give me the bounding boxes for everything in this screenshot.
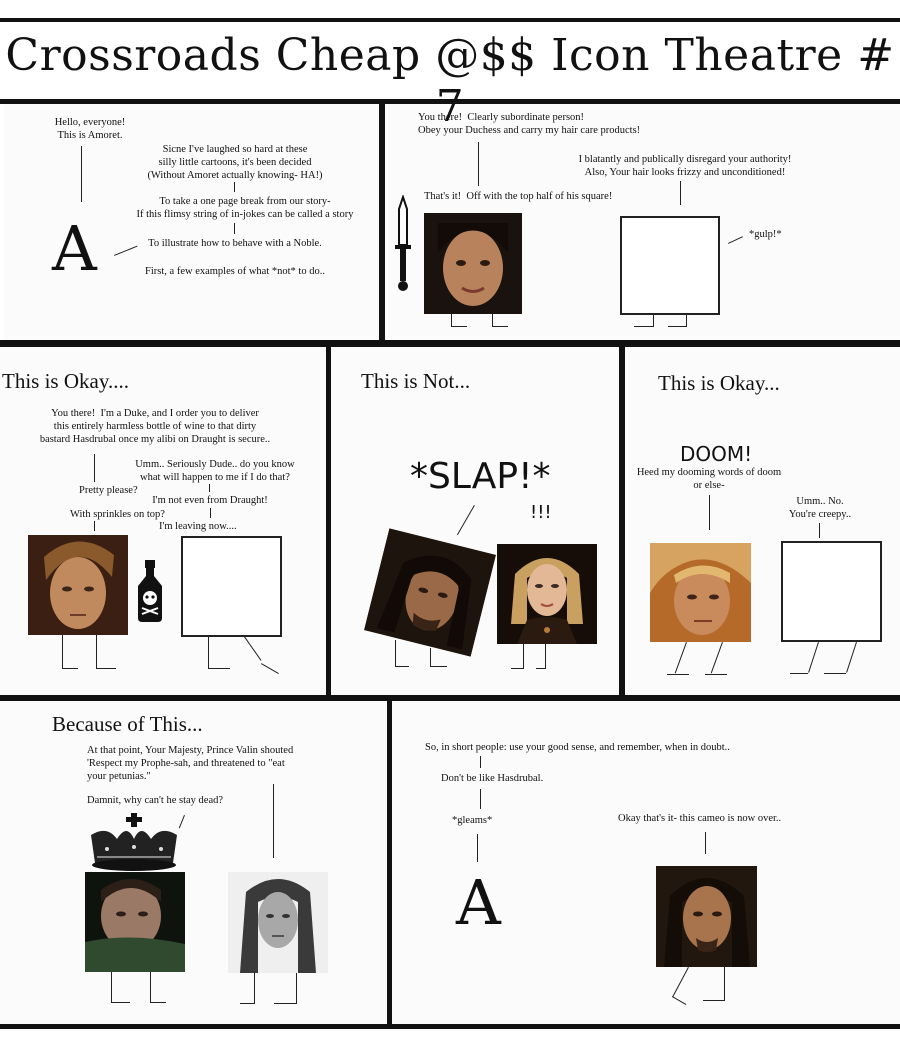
panel-heading: This is Not... <box>361 369 471 393</box>
foot <box>150 1002 166 1003</box>
foot <box>96 668 116 669</box>
panel-heading: Because of This... <box>52 712 203 736</box>
narration-text: So, in short people: use your good sense, and remember, when in doubt.. <box>425 742 730 753</box>
foot <box>511 668 524 669</box>
bottom-border <box>0 1024 900 1029</box>
top-border <box>0 18 900 22</box>
foot <box>274 1003 297 1004</box>
square-speech: I'm leaving now.... <box>159 521 237 532</box>
foot <box>703 1000 725 1001</box>
divider <box>387 698 392 1028</box>
leg <box>254 973 255 1003</box>
divider <box>0 695 900 701</box>
duke-speech: You there! I'm a Duke, and I order you to deliver this entirely harmless bottle of wine to that dirty bastard Hasdrubal once my alibi on Draught is secure.. <box>39 408 271 445</box>
speech-line <box>480 789 481 809</box>
speech-line <box>210 508 211 518</box>
speech-line <box>680 181 681 205</box>
page-title: Crossroads Cheap @$$ Icon Theatre # 7 <box>5 30 895 132</box>
speech-line <box>819 523 820 538</box>
amoret-letter-icon: A <box>52 212 97 285</box>
foot <box>62 668 78 669</box>
leg <box>430 648 431 666</box>
foot <box>667 674 689 675</box>
leg <box>686 315 687 326</box>
slap-text: *SLAP!* <box>410 456 551 497</box>
leg <box>492 314 493 326</box>
foot <box>492 326 508 327</box>
narration-text: To illustrate how to behave with a Noble. <box>148 238 322 249</box>
foot <box>824 673 846 674</box>
square-speech: I blatantly and publically disregard your authority! Also, Your hair looks frizzy and unconditioned! <box>578 154 792 178</box>
bw-man-photo <box>228 872 328 973</box>
duchess-speech: That's it! Off with the top half of his square! <box>424 191 613 202</box>
lady-photo <box>497 544 597 644</box>
square-character <box>620 216 720 315</box>
leg <box>523 644 524 668</box>
foot <box>451 326 467 327</box>
poison-bottle-icon <box>134 560 166 622</box>
shock-text: !!! <box>530 502 552 523</box>
panel-heading: This is Okay.... <box>2 369 129 393</box>
divider <box>0 340 900 347</box>
foot <box>536 668 546 669</box>
leg <box>208 637 209 668</box>
leg <box>545 644 546 668</box>
divider <box>379 100 385 343</box>
foot <box>395 666 409 667</box>
amoret-letter-icon: A <box>456 866 501 939</box>
duchess-photo <box>424 213 522 314</box>
square-speech: Umm.. No. You're creepy.. <box>788 496 852 520</box>
foot <box>705 674 727 675</box>
duke-photo <box>28 535 128 635</box>
sword-icon <box>393 195 413 295</box>
speech-line <box>94 521 95 531</box>
prince-photo <box>85 872 185 972</box>
speech-line <box>273 784 274 858</box>
narration-text: Don't be like Hasdrubal. <box>441 773 544 784</box>
foot <box>111 1002 130 1003</box>
speech-line <box>234 182 235 192</box>
leg <box>395 640 396 666</box>
speech-line <box>94 454 95 482</box>
hasdrubal-final-photo <box>656 866 757 967</box>
speech-line <box>81 146 82 202</box>
foot <box>430 666 447 667</box>
duke-speech: With sprinkles on top? <box>70 509 165 520</box>
hasdrubal-speech: Okay that's it- this cameo is now over.. <box>618 813 782 824</box>
leg <box>62 635 63 668</box>
speech-line <box>209 484 210 492</box>
leg <box>111 972 112 1002</box>
panel-heading: This is Okay... <box>658 371 780 395</box>
narration-text: Sicne I've laughed so hard at these silly little cartoons, it's been decided (Without Amoret actually knowing- HA!) <box>147 144 323 181</box>
amoret-greeting: Hello, everyone! This is Amoret. <box>54 117 126 141</box>
narration-text: First, a few examples of what *not* to do.. <box>145 266 325 277</box>
leg <box>653 315 654 326</box>
narration-text: At that point, Your Majesty, Prince Valin shouted 'Respect my Prophe-sah, and threatened to "eat your petunias." <box>87 745 294 782</box>
leg <box>724 967 725 1000</box>
speech-line <box>478 142 479 186</box>
gulp-text: *gulp!* <box>749 229 782 240</box>
foot <box>790 673 808 674</box>
square-character <box>781 541 882 642</box>
foot <box>634 326 654 327</box>
doom-speech: Heed my dooming words of doom or else- <box>636 467 782 491</box>
square-character <box>181 536 282 637</box>
leg <box>296 973 297 1003</box>
divider <box>619 343 625 699</box>
square-speech: Umm.. Seriously Dude.. do you know what will happen to me if I do that? <box>135 459 295 483</box>
speech-line <box>234 223 235 234</box>
leg <box>96 635 97 668</box>
foot <box>208 668 230 669</box>
doom-text: DOOM! <box>680 442 753 466</box>
speech-line <box>477 834 478 862</box>
leg <box>451 314 452 326</box>
speech-line <box>709 495 710 530</box>
speech-line <box>705 832 706 854</box>
doom-photo <box>650 543 751 642</box>
narration-text: Damnit, why can't he stay dead? <box>87 795 224 806</box>
speech-line <box>480 756 481 768</box>
duke-speech: Pretty please? <box>79 485 138 496</box>
foot <box>240 1003 255 1004</box>
foot <box>668 326 687 327</box>
amoret-speech: *gleams* <box>452 815 493 826</box>
doom-panel <box>625 347 900 695</box>
duchess-speech: You there! Clearly subordinate person! Obey your Duchess and carry my hair care products! <box>418 112 641 136</box>
crown-icon <box>87 813 181 873</box>
leg <box>150 972 151 1002</box>
narration-text: To take a one page break from our story- If this flimsy string of in-jokes can be called a story <box>136 196 354 220</box>
divider <box>326 343 331 699</box>
square-speech: I'm not even from Draught! <box>152 495 268 506</box>
